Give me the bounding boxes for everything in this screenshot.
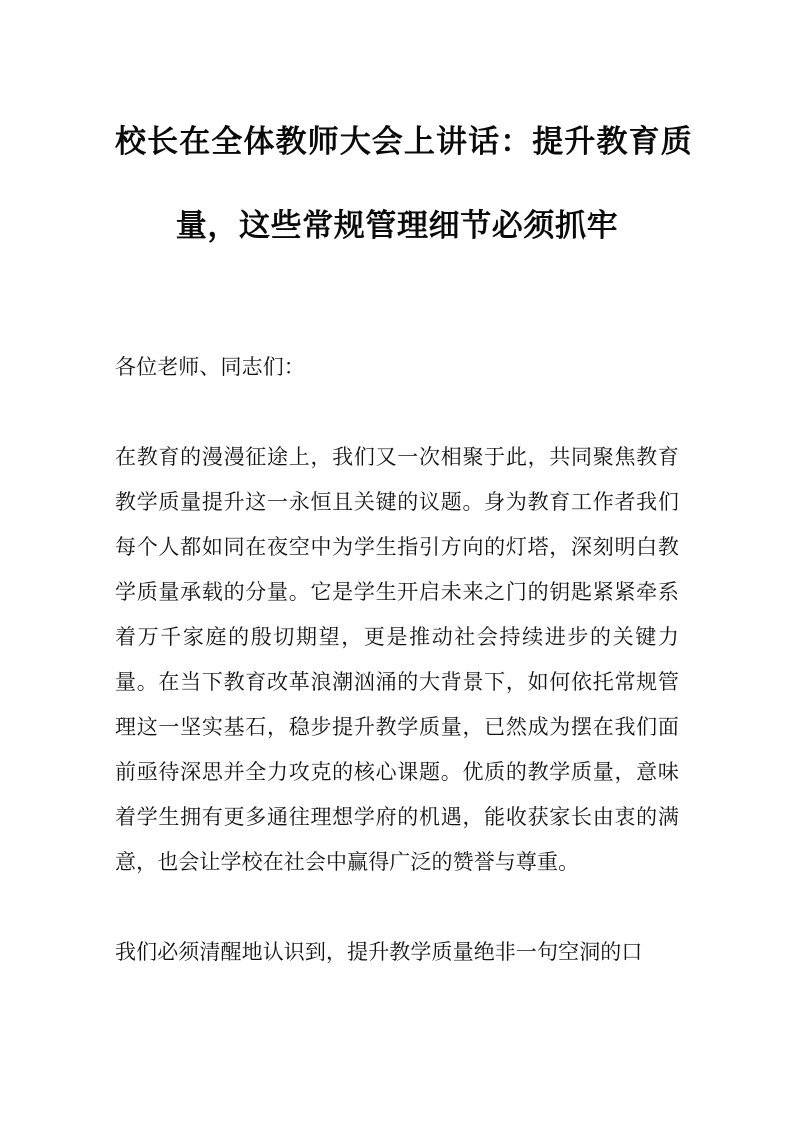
document-body (115, 241, 679, 975)
page-content (115, 0, 693, 975)
page-title (115, 0, 693, 243)
body-paragraph-1: 在教育的漫漫征途上，我们又一次相聚于此，共同聚焦教育教学质量提升这一永恒且关键的议题。身为教育工作者我们每个人都如同在夜空中为学生指引方向的灯塔，深刻明白教学质量承载的分量。它是学生开启未来之门的钥匙紧紧牵系着万千家庭的殷切期望，更是推动社会持续进步的关键力量。在当下教育改革浪潮汹涌的大背景下，如何依托常规管理这一坚实基石，稳步提升教学质量，已然成为摆在我们面前亟待深思并全力攻克的核心课题。优质的教学质量，意味着学生拥有更多通往理想学府的机遇，能收获家长由衷的满意，也会让学校在社会中赢得广泛的赞誉与尊重。 (115, 446, 679, 874)
page-title-line-1: 校长在全体教师大会上讲话：提升教育质 (115, 124, 693, 159)
body-paragraph-2: 我们必须清醒地认识到，提升教学质量绝非一句空洞的口 (115, 941, 643, 964)
page-title-line-2: 量，这些常规管理细节必须抓牢 (175, 208, 619, 243)
salutation: 各位老师、同志们： (115, 356, 305, 379)
